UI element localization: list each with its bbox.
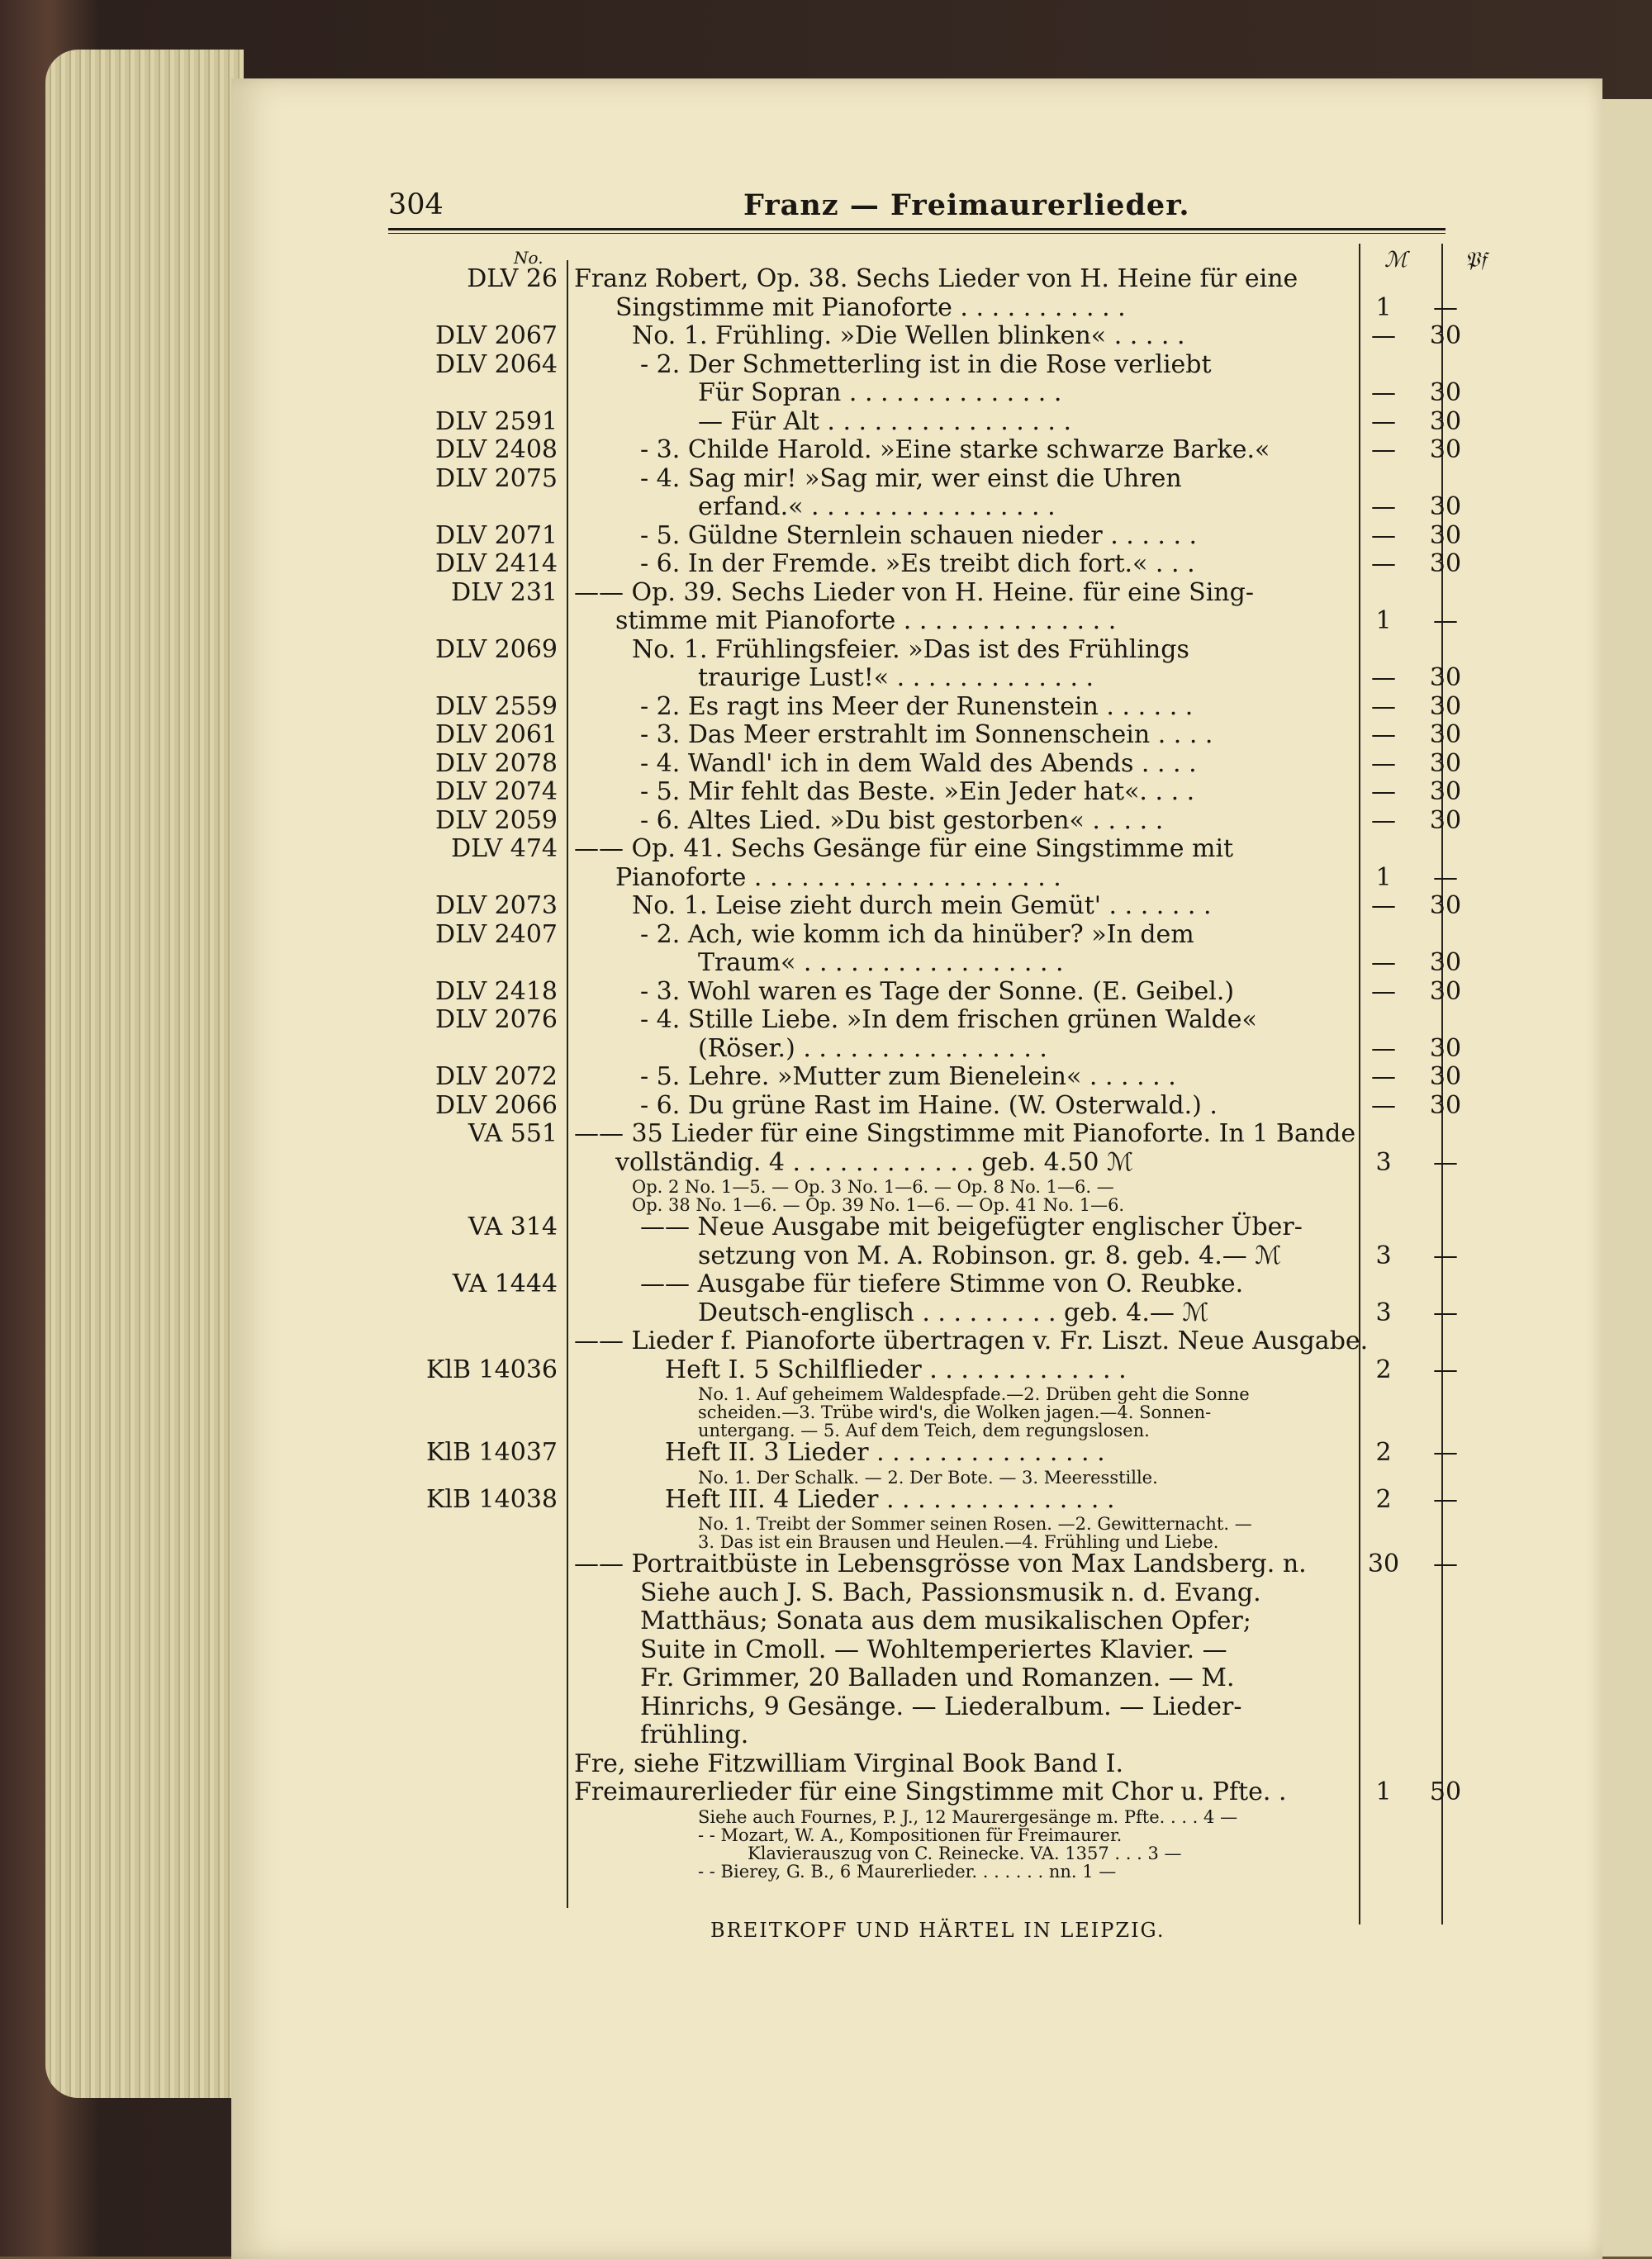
- entry-description: —— Portraitbüste in Lebensgrösse von Max Landsberg. n.: [574, 1550, 1307, 1578]
- catalog-number: DLV 2078: [435, 748, 558, 778]
- entry-description: Traum« . . . . . . . . . . . . . . . . .: [698, 948, 1064, 977]
- catalog-row: [388, 464, 1454, 494]
- catalog-number: VA 314: [468, 1213, 558, 1241]
- catalog-row: [388, 1062, 1462, 1092]
- price-mark: 30: [1367, 1550, 1400, 1578]
- price-mark: 1: [1375, 292, 1392, 322]
- catalog-number: DLV 2591: [435, 406, 558, 436]
- price-mark: —: [1371, 1062, 1396, 1091]
- entry-description: - 3. Das Meer erstrahlt im Sonnenschein . . . .: [640, 720, 1213, 749]
- catalog-number: DLV 2407: [435, 919, 558, 949]
- catalog-row: [388, 321, 1462, 351]
- catalog-row: [388, 862, 1458, 893]
- price-pfennig: 30: [1429, 1090, 1462, 1120]
- price-mark: —: [1371, 1033, 1396, 1063]
- catalog-row: [388, 1550, 1458, 1579]
- catalog-row: [388, 549, 1462, 579]
- catalog-row: [388, 748, 1462, 779]
- catalog-number: DLV 2075: [435, 463, 558, 493]
- price-pfennig: 30: [1429, 777, 1462, 806]
- catalog-number: DLV 2414: [435, 549, 558, 578]
- catalog-row: [388, 1438, 1458, 1468]
- entry-description: Siehe auch Fournes, P. J., 12 Maurergesänge m. Pfte. . . . 4 —: [698, 1806, 1238, 1827]
- entry-description: - - Bierey, G. B., 6 Maurerlieder. . . . . . . nn. 1 —: [698, 1861, 1117, 1882]
- catalog-row: [388, 378, 1462, 408]
- price-pfennig: 30: [1429, 748, 1462, 778]
- catalog-row: [388, 691, 1462, 722]
- catalog-row: [388, 1777, 1462, 1807]
- catalog-row: [388, 350, 1454, 380]
- entry-description: Heft I. 5 Schilflieder . . . . . . . . . . . . .: [665, 1355, 1127, 1384]
- catalog-row: [388, 435, 1462, 465]
- catalog-row: [388, 1663, 1454, 1693]
- entry-description: —— Op. 41. Sechs Gesänge für eine Singstimme mit: [574, 834, 1234, 863]
- catalog-row: [388, 578, 1454, 608]
- price-mark: —: [1371, 1090, 1396, 1120]
- catalog-number: KlB 14036: [425, 1355, 558, 1384]
- catalog-row: [388, 1635, 1454, 1665]
- entry-description: Für Sopran . . . . . . . . . . . . . .: [698, 378, 1062, 407]
- catalog-number: DLV 2064: [435, 349, 558, 379]
- catalog-number: DLV 2559: [435, 691, 558, 721]
- entry-description: - 2. Es ragt ins Meer der Runenstein . . . . . .: [640, 691, 1194, 721]
- catalog-row: [388, 492, 1462, 522]
- catalog-number: DLV 2408: [435, 435, 558, 464]
- entry-description: —— Op. 39. Sechs Lieder von H. Heine. für eine Sing-: [574, 577, 1254, 607]
- publisher-footer: BREITKOPF UND HÄRTEL IN LEIPZIG.: [710, 1919, 1165, 1942]
- entry-description: - 3. Childe Harold. »Eine starke schwarze Barke.«: [640, 435, 1270, 464]
- column-heading-no: No.: [514, 248, 544, 268]
- entry-description: erfand.« . . . . . . . . . . . . . . . .: [698, 492, 1056, 521]
- catalog-row: [388, 520, 1462, 551]
- price-pfennig: —: [1433, 1147, 1458, 1177]
- catalog-row: [388, 1241, 1458, 1271]
- entry-description: Matthäus; Sonata aus dem musikalischen Opfer;: [640, 1606, 1251, 1635]
- catalog-number: DLV 2076: [435, 1005, 558, 1034]
- catalog-row: [388, 976, 1462, 1007]
- catalog-row: [388, 606, 1458, 636]
- catalog-row: [388, 948, 1462, 978]
- catalog-number: DLV 2418: [435, 976, 558, 1006]
- price-pfennig: 30: [1429, 321, 1462, 350]
- price-mark: —: [1371, 976, 1396, 1006]
- entry-description: —— Ausgabe für tiefere Stimme von O. Reubke.: [640, 1270, 1244, 1298]
- catalog-row: [388, 663, 1462, 693]
- price-mark: —: [1371, 321, 1396, 350]
- entry-description: (Röser.) . . . . . . . . . . . . . . . .: [698, 1033, 1047, 1063]
- price-mark: 2: [1375, 1438, 1392, 1467]
- price-pfennig: 30: [1429, 691, 1462, 721]
- price-mark: 1: [1375, 862, 1392, 892]
- catalog-number: DLV 2073: [435, 891, 558, 920]
- entry-description: Freimaurerlieder für eine Singstimme mit Chor u. Pfte. .: [574, 1777, 1287, 1806]
- entry-description: - 6. Altes Lied. »Du bist gestorben« . . . . .: [640, 805, 1164, 835]
- price-mark: 3: [1375, 1241, 1392, 1270]
- catalog-row: [388, 1355, 1458, 1385]
- entry-description: Heft II. 3 Lieder . . . . . . . . . . . . . . .: [665, 1438, 1105, 1467]
- catalog-row: [388, 1213, 1454, 1242]
- entry-description: Deutsch-englisch . . . . . . . . . geb. 4.— ℳ: [698, 1298, 1209, 1327]
- price-pfennig: 30: [1429, 663, 1462, 692]
- catalog-row: [388, 1861, 1454, 1882]
- price-mark: 2: [1375, 1355, 1392, 1384]
- price-pfennig: 30: [1429, 948, 1462, 977]
- page-header: [388, 188, 1429, 230]
- entry-description: No. 1. Leise zieht durch mein Gemüt' . . . . . . .: [632, 891, 1212, 920]
- price-mark: —: [1371, 406, 1396, 436]
- price-pfennig: 30: [1429, 976, 1462, 1006]
- catalog-number: DLV 2069: [435, 634, 558, 664]
- header-rule-thin: [388, 233, 1446, 234]
- entry-description: - 4. Sag mir! »Sag mir, wer einst die Uhren: [640, 463, 1182, 493]
- catalog-row: [388, 1270, 1454, 1299]
- catalog-number: DLV 26: [467, 264, 558, 293]
- entry-description: Klavierauszug von C. Reinecke. VA. 1357 . . . 3 —: [748, 1843, 1182, 1863]
- entry-description: - 2. Der Schmetterling ist in die Rose verliebt: [640, 349, 1212, 379]
- price-pfennig: 50: [1429, 1777, 1462, 1806]
- entry-description: Siehe auch J. S. Bach, Passionsmusik n. d. Evang.: [640, 1578, 1261, 1607]
- price-mark: 3: [1375, 1298, 1392, 1327]
- catalog-number: KlB 14037: [425, 1438, 558, 1467]
- catalog-row: [388, 1326, 1454, 1356]
- entry-description: Op. 38 No. 1—6. — Op. 39 No. 1—6. — Op. 41 No. 1—6.: [632, 1195, 1125, 1215]
- catalog-number: VA 1444: [452, 1270, 558, 1298]
- entry-description: Fr. Grimmer, 20 Balladen und Romanzen. — M.: [640, 1663, 1235, 1692]
- catalog-row: [388, 1749, 1454, 1779]
- catalog-number: DLV 2072: [435, 1062, 558, 1091]
- entry-description: No. 1. Treibt der Sommer seinen Rosen. —2. Gewitternacht. —: [698, 1514, 1252, 1534]
- column-heading-pf: 𝔓𝔣: [1464, 248, 1487, 273]
- entry-description: Hinrichs, 9 Gesänge. — Liederalbum. — Lieder-: [640, 1692, 1242, 1721]
- price-mark: —: [1371, 720, 1396, 749]
- entry-description: — Für Alt . . . . . . . . . . . . . . . .: [698, 406, 1072, 436]
- price-mark: 1: [1375, 1777, 1392, 1806]
- entry-description: Pianoforte . . . . . . . . . . . . . . . . . . . .: [615, 862, 1061, 892]
- catalog-number: DLV 2074: [435, 777, 558, 806]
- entry-description: vollständig. 4 . . . . . . . . . . . . geb. 4.50 ℳ: [615, 1147, 1134, 1177]
- price-mark: 3: [1375, 1147, 1392, 1177]
- catalog-number: DLV 2061: [435, 720, 558, 749]
- price-pfennig: 30: [1429, 492, 1462, 521]
- catalog-row: [388, 635, 1454, 665]
- catalog-number: DLV 2071: [435, 520, 558, 550]
- entry-description: Fre, siehe Fitzwilliam Virginal Book Band I.: [574, 1749, 1124, 1778]
- catalog-row: [388, 891, 1462, 921]
- catalog-row: [388, 292, 1458, 323]
- price-pfennig: 30: [1429, 891, 1462, 920]
- entry-description: - 3. Wohl waren es Tage der Sonne. (E. Geibel.): [640, 976, 1235, 1006]
- price-pfennig: —: [1433, 1438, 1458, 1467]
- entry-description: No. 1. Frühling. »Die Wellen blinken« . . . . .: [632, 321, 1185, 350]
- entry-description: 3. Das ist ein Brausen und Heulen.—4. Frühling und Liebe.: [698, 1532, 1219, 1552]
- entry-description: setzung von M. A. Robinson. gr. 8. geb. 4.— ℳ: [698, 1241, 1282, 1270]
- entry-description: —— Lieder f. Pianoforte übertragen v. Fr. Liszt. Neue Ausgabe.: [574, 1326, 1369, 1355]
- price-pfennig: 30: [1429, 520, 1462, 550]
- catalog-number: DLV 2059: [435, 805, 558, 835]
- price-pfennig: 30: [1429, 1062, 1462, 1091]
- entry-description: stimme mit Pianoforte . . . . . . . . . . . . . .: [615, 606, 1117, 635]
- catalog-row: [388, 1578, 1454, 1608]
- price-mark: —: [1371, 492, 1396, 521]
- price-mark: —: [1371, 891, 1396, 920]
- price-pfennig: 30: [1429, 805, 1462, 835]
- price-pfennig: 30: [1429, 549, 1462, 578]
- catalog-row: [388, 1484, 1458, 1515]
- price-mark: 1: [1375, 606, 1392, 635]
- entry-description: —— 35 Lieder für eine Singstimme mit Pianoforte. In 1 Bande: [574, 1119, 1356, 1148]
- price-mark: —: [1371, 549, 1396, 578]
- catalog-row: [388, 834, 1454, 864]
- entry-description: scheiden.—3. Trübe wird's, die Wolken jagen.—4. Sonnen-: [698, 1402, 1212, 1422]
- entry-description: No. 1. Auf geheimem Waldespfade.—2. Drüben geht die Sonne: [698, 1384, 1250, 1404]
- catalog-number: DLV 2066: [435, 1090, 558, 1120]
- price-mark: —: [1371, 777, 1396, 806]
- entry-description: - 6. Du grüne Rast im Haine. (W. Osterwald.) .: [640, 1090, 1218, 1120]
- catalog-row: [388, 1298, 1458, 1328]
- price-pfennig: 30: [1429, 720, 1462, 749]
- price-mark: —: [1371, 948, 1396, 977]
- price-mark: —: [1371, 435, 1396, 464]
- entry-description: - 4. Stille Liebe. »In dem frischen grünen Walde«: [640, 1005, 1257, 1034]
- entry-description: traurige Lust!« . . . . . . . . . . . . .: [698, 663, 1094, 692]
- catalog-number: KlB 14038: [425, 1484, 558, 1514]
- entry-description: frühling.: [640, 1720, 749, 1749]
- price-mark: —: [1371, 378, 1396, 407]
- catalog-row: [388, 1692, 1454, 1722]
- catalog-row: [388, 805, 1462, 836]
- entry-description: - 5. Lehre. »Mutter zum Bienelein« . . . . . .: [640, 1062, 1176, 1091]
- price-pfennig: 30: [1429, 435, 1462, 464]
- entry-description: - 6. In der Fremde. »Es treibt dich fort.« . . .: [640, 549, 1195, 578]
- price-pfennig: —: [1433, 1484, 1458, 1514]
- page-number: 304: [388, 188, 444, 221]
- entry-description: Singstimme mit Pianoforte . . . . . . . . . . .: [615, 292, 1126, 322]
- header-rule: [388, 228, 1446, 230]
- entry-description: - 4. Wandl' ich in dem Wald des Abends . . . .: [640, 748, 1197, 778]
- price-pfennig: —: [1433, 1355, 1458, 1384]
- price-pfennig: 30: [1429, 406, 1462, 436]
- next-page-edge: [1598, 99, 1652, 2257]
- catalog-row: [388, 1090, 1462, 1121]
- catalog-row: [388, 1119, 1454, 1149]
- catalog-row: [388, 777, 1462, 807]
- price-pfennig: —: [1433, 1550, 1458, 1578]
- entry-description: Franz Robert, Op. 38. Sechs Lieder von H. Heine für eine: [574, 264, 1298, 293]
- price-pfennig: —: [1433, 606, 1458, 635]
- catalog-row: [388, 264, 1454, 294]
- price-mark: —: [1371, 663, 1396, 692]
- price-mark: —: [1371, 748, 1396, 778]
- entry-description: untergang. — 5. Auf dem Teich, dem regungslosen.: [698, 1421, 1150, 1440]
- catalog-number: DLV 2067: [435, 321, 558, 350]
- price-mark: —: [1371, 520, 1396, 550]
- price-mark: 2: [1375, 1484, 1392, 1514]
- price-pfennig: —: [1433, 1298, 1458, 1327]
- entry-description: Suite in Cmoll. — Wohltemperiertes Klavier. —: [640, 1635, 1227, 1664]
- catalog-row: [388, 1606, 1454, 1636]
- entry-description: Heft III. 4 Lieder . . . . . . . . . . . . . . .: [665, 1484, 1115, 1514]
- page-title: Franz — Freimaurerlieder.: [743, 188, 1190, 222]
- entry-description: - 5. Mir fehlt das Beste. »Ein Jeder hat«. . . .: [640, 777, 1195, 806]
- price-pfennig: —: [1433, 292, 1458, 322]
- page-edges: [45, 50, 244, 2098]
- catalog-row: [388, 1720, 1454, 1750]
- price-pfennig: 30: [1429, 1033, 1462, 1063]
- entry-description: - - Mozart, W. A., Kompositionen für Freimaurer.: [698, 1825, 1123, 1845]
- entry-description: No. 1. Der Schalk. — 2. Der Bote. — 3. Meeresstille.: [698, 1467, 1158, 1488]
- catalog-number: VA 551: [468, 1119, 558, 1148]
- entry-description: No. 1. Frühlingsfeier. »Das ist des Frühlings: [632, 634, 1189, 664]
- catalog-row: [388, 720, 1462, 750]
- entry-description: - 2. Ach, wie komm ich da hinüber? »In dem: [640, 919, 1194, 949]
- entry-description: - 5. Güldne Sternlein schauen nieder . . . . . .: [640, 520, 1198, 550]
- price-mark: —: [1371, 805, 1396, 835]
- column-heading-mark: ℳ: [1384, 248, 1408, 273]
- entry-description: —— Neue Ausgabe mit beigefügter englischer Über-: [640, 1213, 1303, 1241]
- price-pfennig: —: [1433, 1241, 1458, 1270]
- catalog-row: [388, 1147, 1458, 1178]
- price-mark: —: [1371, 691, 1396, 721]
- catalog-row: [388, 920, 1454, 950]
- catalog-number: DLV 474: [451, 834, 558, 863]
- catalog-row: [388, 406, 1462, 437]
- price-pfennig: —: [1433, 862, 1458, 892]
- price-pfennig: 30: [1429, 378, 1462, 407]
- catalog-row: [388, 1033, 1462, 1064]
- catalog-row: [388, 1005, 1454, 1035]
- catalog-number: DLV 231: [451, 577, 558, 607]
- entry-description: Op. 2 No. 1—5. — Op. 3 No. 1—6. — Op. 8 No. 1—6. —: [632, 1177, 1114, 1197]
